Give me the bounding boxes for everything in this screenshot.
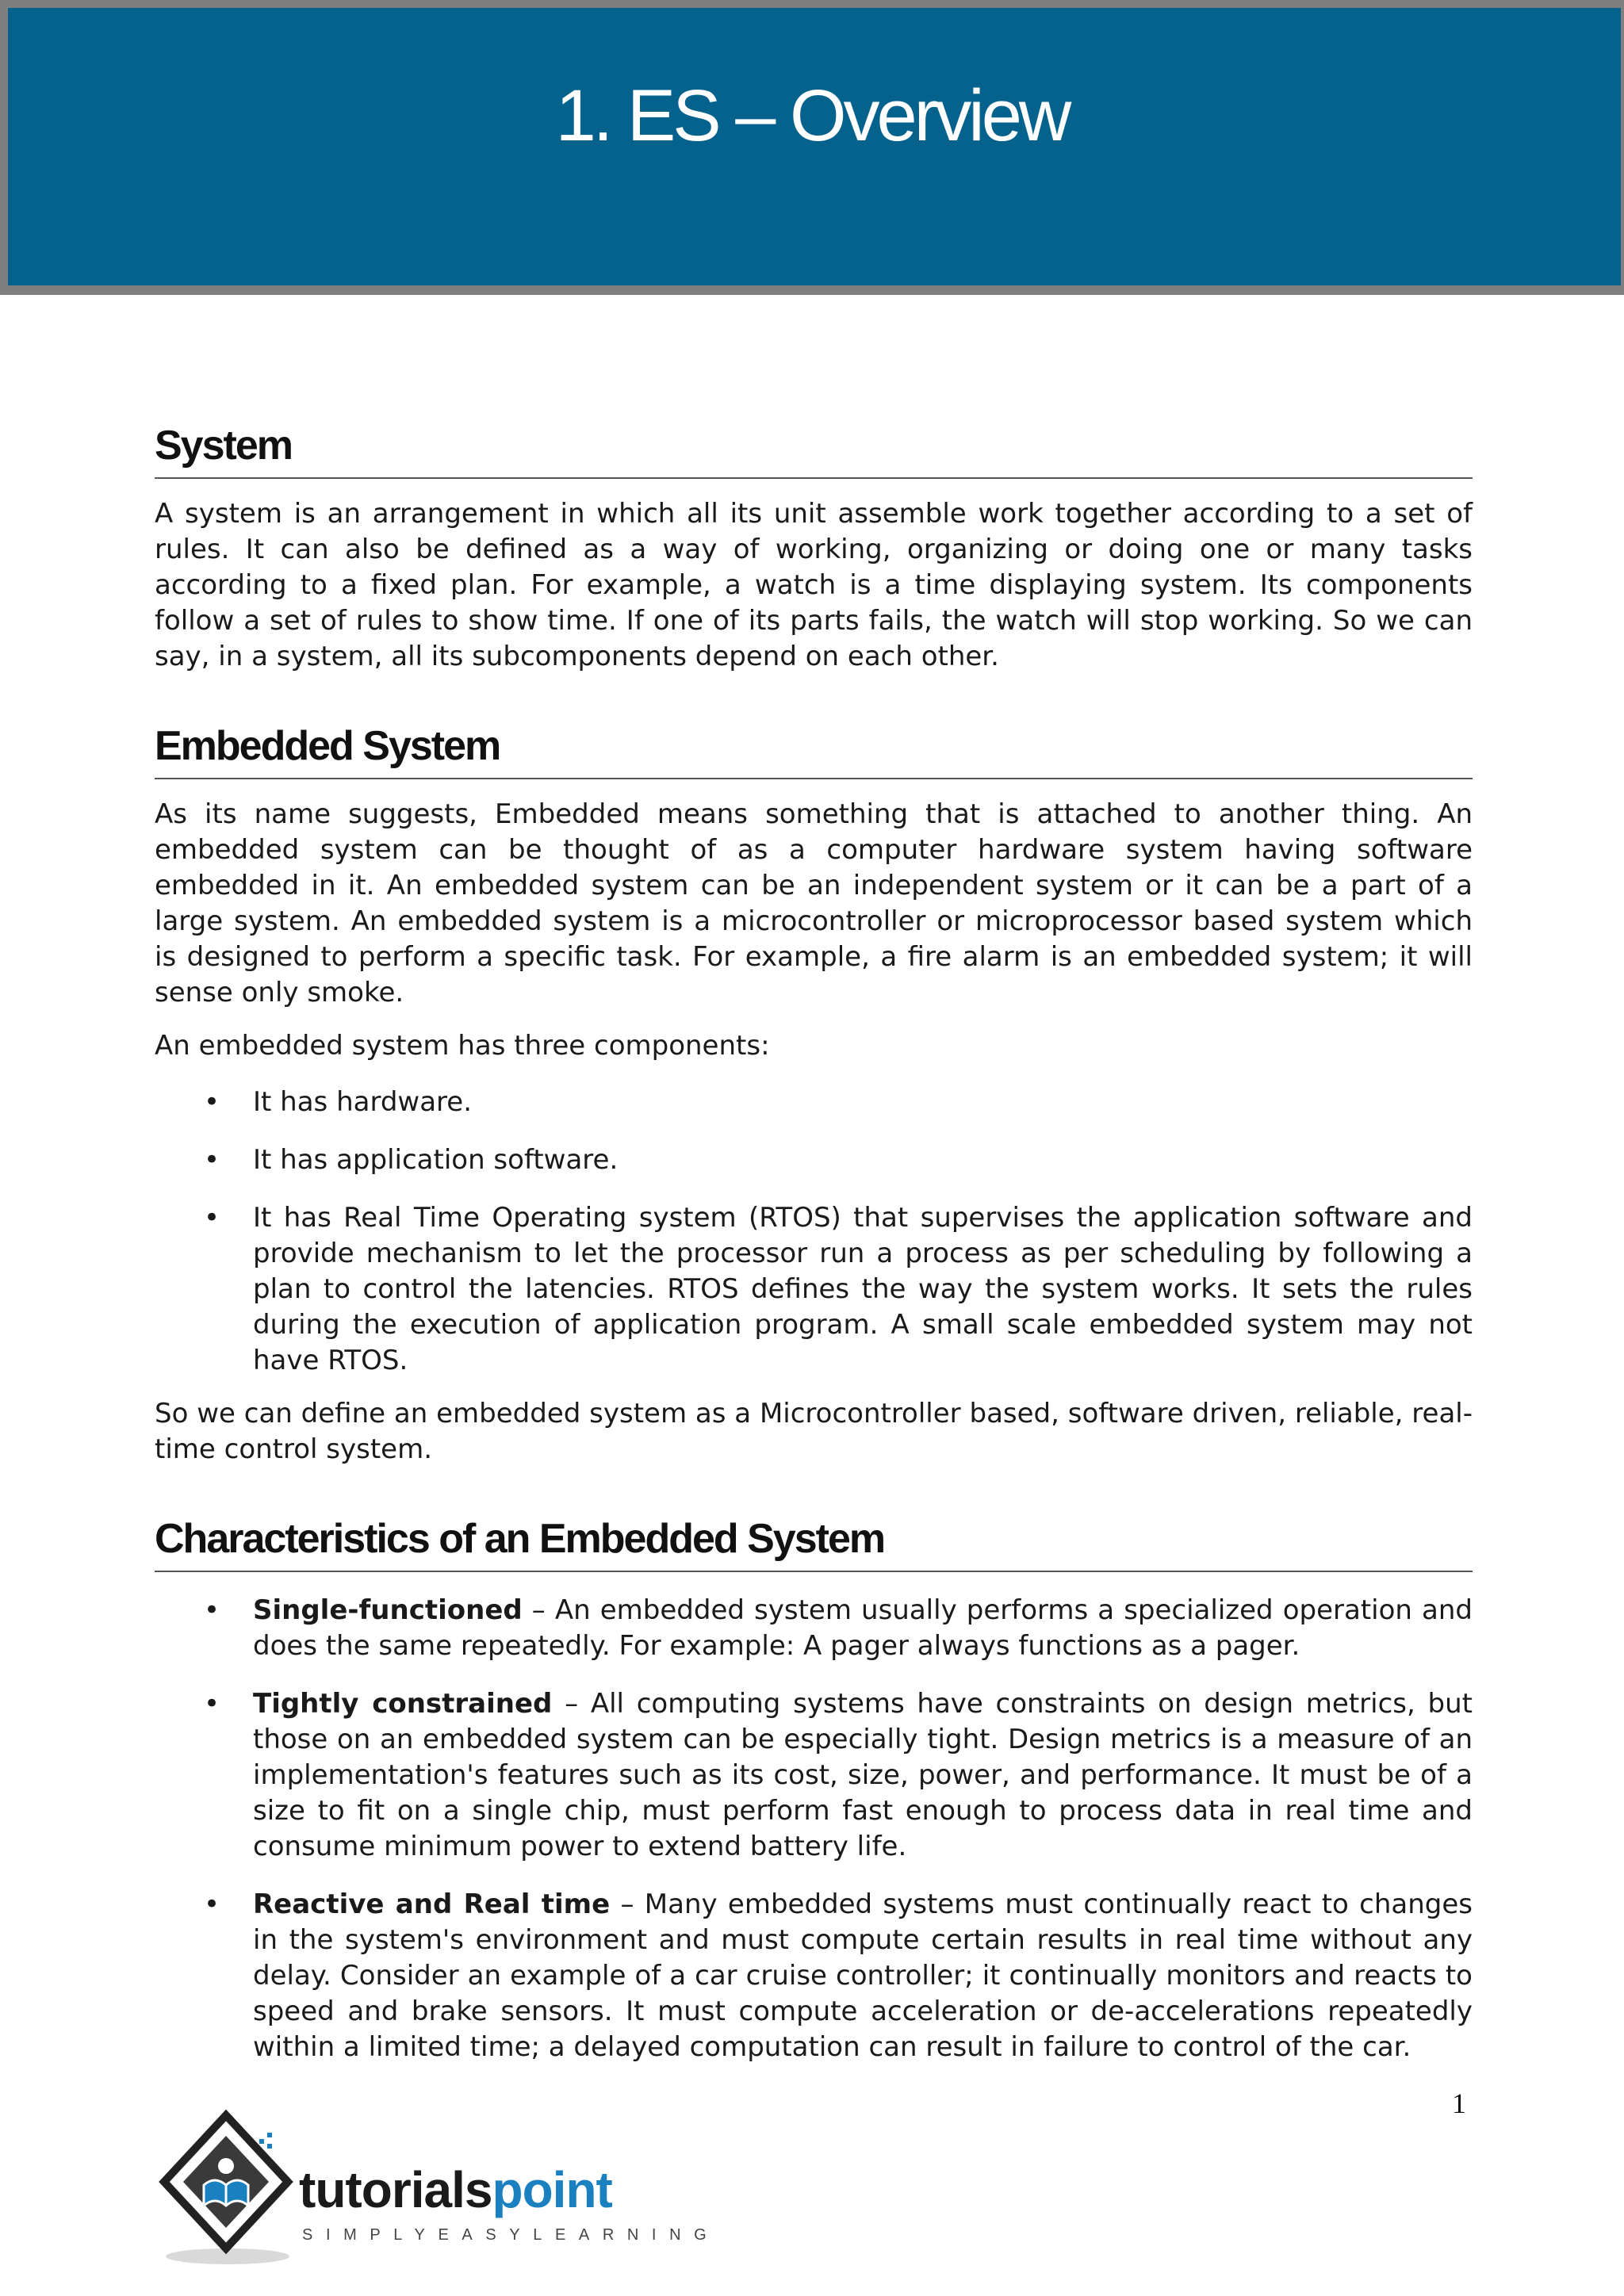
bullet-icon: •: [204, 1888, 220, 1920]
tutorialspoint-logo: [155, 2109, 720, 2283]
embedded-paragraph-2: An embedded system has three components:: [155, 1030, 770, 1062]
bullet-icon: •: [204, 1688, 220, 1720]
characteristic-description: – An embedded system usually performs a specialized operation and does the same repeatedly. For example: A pager always functions as a pager.: [253, 1594, 1473, 1662]
list-item: [155, 1887, 1473, 2065]
embedded-paragraph-1: As its name suggests, Embedded means something that is attached to another thing. An embedded system can be thought of as a computer hardware system having software embedded in it. An embedded system can be an independent system or it can be a part of a large system. An embedded system is a microcontroller or microprocessor based system which is designed to perform a specific task. For example, a fire alarm is an embedded system; it will sense only smoke.: [155, 798, 1473, 1008]
system-paragraph: A system is an arrangement in which all its unit assemble work together according to a set of rules. It can also be defined as a way of working, organizing or doing one or many tasks according to a fixed plan. For example, a watch is a time displaying system. Its components follow a set of rules to show time. If one of its parts fails, the watch will stop working. So we can say, in a system, all its subcomponents depend on each other.: [155, 498, 1473, 672]
page-content: [155, 419, 1473, 2065]
section-heading-characteristics: Characteristics of an Embedded System: [155, 1512, 1473, 1572]
bullet-icon: •: [204, 1144, 220, 1176]
chapter-title: 1. ES – Overview: [555, 75, 1069, 156]
chapter-banner: [0, 0, 1624, 295]
characteristic-description: – All computing systems have constraints on design metrics, but those on an embedded system can be especially tight. Design metrics is a measure of an implementation's features such as its cost, size, power, and performance. It must be of a size to fit on a single chip, must perform fast enough to process data in real time and consume minimum power to extend battery life.: [253, 1688, 1473, 1862]
list-item: [155, 1142, 1473, 1178]
bullet-icon: •: [204, 1202, 220, 1234]
logo-tagline: SIMPLYEASYLEARNING: [302, 2226, 720, 2244]
characteristic-term: Tightly constrained: [253, 1688, 553, 1720]
section-heading-embedded-system: Embedded System: [155, 719, 1473, 779]
section-heading-system: System: [155, 419, 1473, 479]
embedded-paragraph-3: So we can define an embedded system as a Microcontroller based, software driven, reliable, real-time control system.: [155, 1398, 1473, 1465]
bullet-icon: •: [204, 1594, 220, 1626]
characteristic-term: Reactive and Real time: [253, 1888, 611, 1920]
characteristic-term: Single-functioned: [253, 1594, 523, 1626]
list-item: [155, 1085, 1473, 1120]
components-list: [155, 1085, 1473, 1379]
list-item-text: It has hardware.: [253, 1086, 473, 1118]
logo-wordmark: tutorialspoint: [299, 2161, 612, 2218]
logo-diamond-icon: [155, 2109, 297, 2267]
page-number: 1: [1452, 2087, 1466, 2119]
list-item: [155, 1593, 1473, 1664]
bullet-icon: •: [204, 1086, 220, 1118]
characteristic-description: – Many embedded systems must continually react to changes in the system's environment and must compute certain results in real time without any delay. Consider an example of a car cruise controller; it continually monitors and reacts to speed and brake sensors. It must compute acceleration or de-accelerations repeatedly within a limited time; a delayed computation can result in failure to control of the car.: [253, 1888, 1473, 2063]
list-item-text: It has Real Time Operating system (RTOS) that supervises the application software and provide mechanism to let the processor run a process as per scheduling by following a plan to control the latencies. RTOS defines the way the system works. It sets the rules during the execution of application program. A small scale embedded system may not have RTOS.: [253, 1202, 1473, 1376]
list-item-text: It has application software.: [253, 1144, 619, 1176]
list-item: [155, 1686, 1473, 1865]
characteristics-list: [155, 1593, 1473, 2065]
list-item: [155, 1200, 1473, 1379]
